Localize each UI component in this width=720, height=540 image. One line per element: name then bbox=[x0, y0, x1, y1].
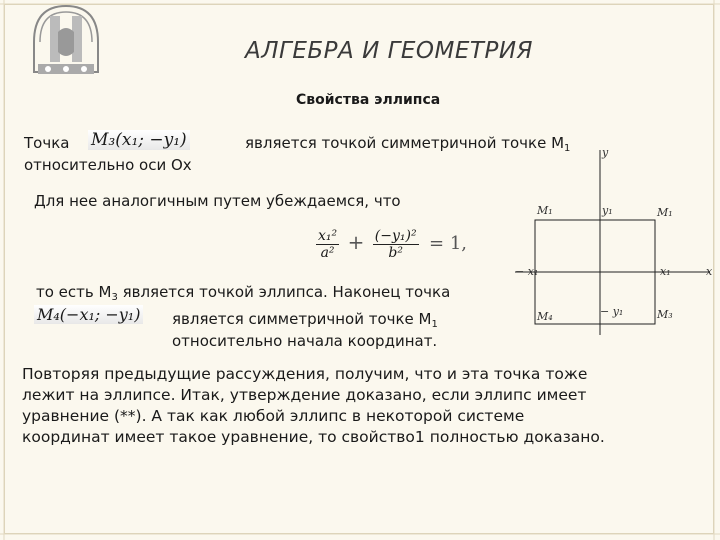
eq-plus: + bbox=[347, 229, 365, 254]
label-m4: M₄ bbox=[537, 310, 553, 323]
text-analogous: Для нее аналогичным путем убеждаемся, что bbox=[34, 192, 401, 210]
paragraph-line: координат имеет такое уравнение, то свойство1 полностью доказано. bbox=[22, 428, 605, 446]
text-m3-point: то есть $М_3$ является точкой эллипса. Наконец точка bbox=[36, 283, 451, 303]
label-neg-x1: − x₁ bbox=[515, 265, 539, 278]
eq-den1: a² bbox=[320, 245, 335, 261]
label-m1-left: M₁ bbox=[537, 204, 553, 217]
paragraph-line: Повторяя предыдущие рассуждения, получим, что и эта точка тоже bbox=[22, 365, 588, 383]
page-title: АЛГЕБРА И ГЕОМЕТРИЯ bbox=[245, 38, 534, 64]
paragraph-line: лежит на эллипсе. Итак, утверждение доказано, если эллипс имеет bbox=[22, 386, 587, 404]
label-x1: x₁ bbox=[660, 265, 671, 278]
label-neg-y1: − y₁ bbox=[600, 305, 624, 318]
text-symmetric: является точкой симметричной точке $М_1$ bbox=[245, 134, 571, 154]
text-tochka: Точка bbox=[24, 134, 70, 152]
point-m4-formula: M₄(−x₁; −y₁) bbox=[34, 305, 143, 324]
eq-num1: x₁² bbox=[318, 228, 338, 244]
label-y-axis: y bbox=[602, 146, 609, 159]
point-m3-formula: M₃(x₁; −y₁) bbox=[88, 130, 190, 150]
section-subtitle: Свойства эллипса bbox=[296, 92, 441, 108]
eq-num2: (−y₁)² bbox=[374, 228, 417, 244]
ellipse-equation bbox=[316, 228, 467, 261]
eq-rhs: = 1, bbox=[429, 232, 468, 254]
paragraph-line: уравнение (**). А так как любой эллипс в некоторой системе bbox=[22, 407, 525, 425]
eq-den2: b² bbox=[388, 245, 403, 261]
label-y1-top: y₁ bbox=[602, 204, 613, 217]
text-axis: относительно оси Ox bbox=[24, 156, 192, 174]
label-x-axis: x bbox=[706, 265, 713, 278]
label-m3: M₃ bbox=[657, 308, 673, 321]
conclusion-paragraph bbox=[22, 364, 694, 448]
text-origin: относительно начала координат. bbox=[172, 332, 438, 350]
university-logo bbox=[28, 2, 104, 82]
text-symmetric-m1: является симметричной точке $М_1$ bbox=[172, 310, 438, 330]
label-m1-right: M₁ bbox=[657, 206, 673, 219]
